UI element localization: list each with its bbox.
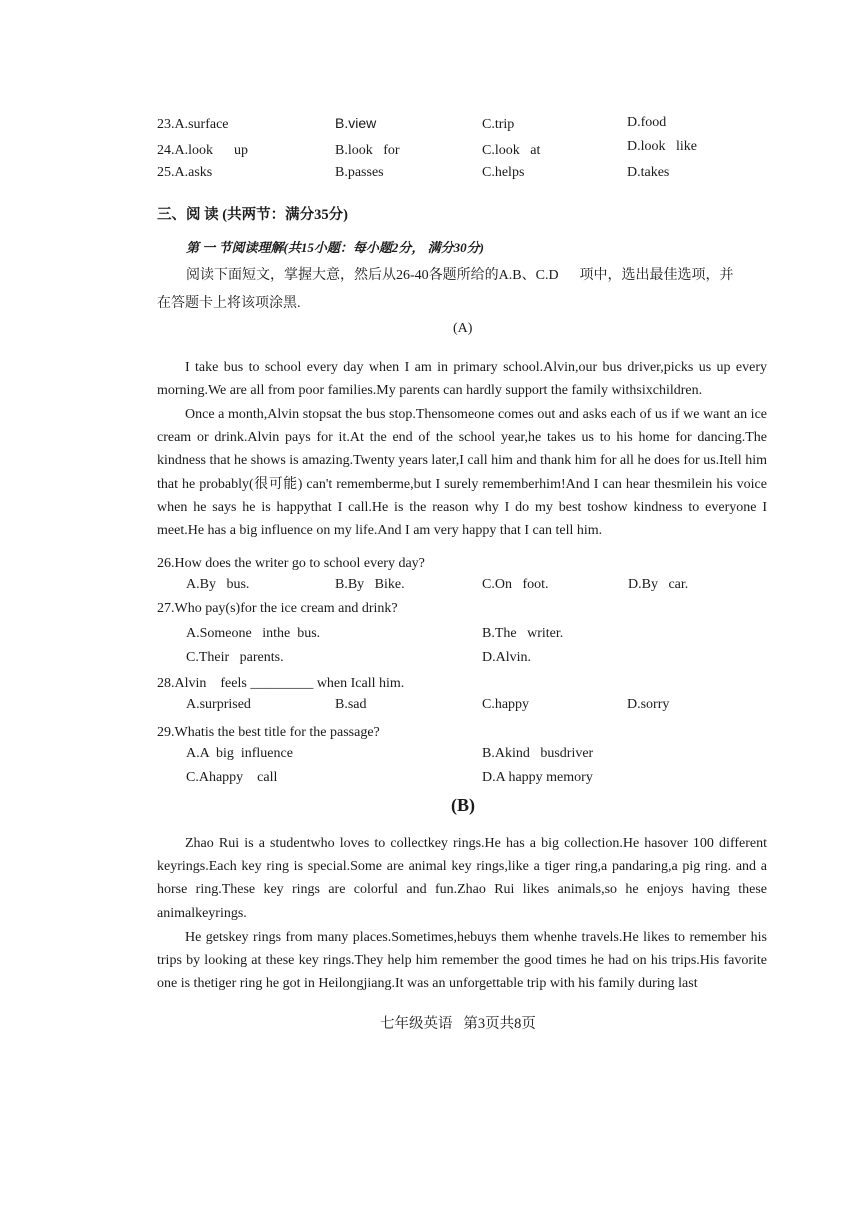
q27-option-d: D.Alvin. (482, 650, 531, 665)
q26-option-d: D.By car. (628, 577, 689, 592)
q27-stem: 27.Who pay(s)for the ice cream and drink? (157, 601, 398, 616)
passage-b-label: (B) (451, 795, 475, 815)
q25-option-b: B.passes (335, 165, 384, 180)
passage-a-label: (A) (453, 321, 473, 336)
passage-a-paragraph-2: Once a month,Alvin stopsat the bus stop.Thensomeone comes out and asks each of us if we want an ice cream or drink.Alvin pays for it.At the end of the school year,he takes us to his home for dancing.The kindness that he shows is amazing.Twenty years later,I call him and thank him for all he does for us.Itell him that he probably(很可能) can't rememberme,but I surely rememberhim!And I can hear thesmilein his voice when he says he is happythat I call.He is the reason why I do my best toshow kindness to everyone I meet.He has a big influence on my life.And I am very happy that I can tell him. (157, 407, 767, 539)
q28-option-b: B.sad (335, 697, 367, 712)
page-footer: 七年级英语 第3页共8页 (380, 1016, 536, 1032)
q28-option-c: C.happy (482, 697, 530, 712)
q24-option-b: B.look for (335, 143, 400, 158)
q29-option-d: D.A happy memory (482, 770, 593, 785)
part-title: 第 一 节阅读理解(共15小题：每小题2分， 满分30分) (186, 240, 484, 255)
q25-option-d: D.takes (627, 165, 670, 180)
q29-option-b: B.Akind busdriver (482, 746, 594, 761)
q24-option-d: D.look like (627, 139, 697, 154)
q23-option-b: B.view (335, 115, 377, 131)
passage-a-paragraph-1: I take bus to school every day when I am in primary school.Alvin,our bus driver,picks us up every morning.We are all from poor families.My parents can hardly support the family withsixchildren. (157, 360, 767, 399)
q24-option-a: 24.A.look up (157, 143, 248, 158)
section-title: 三、阅 读 (共两节：满分35分) (157, 207, 348, 223)
q23-option-a: 23.A.surface (157, 117, 229, 132)
q23-option-d: D.food (627, 115, 667, 130)
q25-option-c: C.helps (482, 165, 525, 180)
q26-option-a: A.By bus. (186, 577, 250, 592)
q29-stem: 29.Whatis the best title for the passage? (157, 725, 380, 740)
instruction-line-1: 阅读下面短文，掌握大意，然后从26-40各题所给的A.B、C.D 项中，选出最佳选项，并 (186, 268, 734, 283)
q26-stem: 26.How does the writer go to school every day? (157, 556, 425, 571)
instruction-line-2: 在答题卡上将该项涂黑. (157, 296, 301, 311)
q28-option-d: D.sorry (627, 697, 670, 712)
q27-option-b: B.The writer. (482, 626, 564, 641)
q26-option-b: B.By Bike. (335, 577, 405, 592)
q29-option-a: A.A big influence (186, 746, 293, 761)
q28-stem: 28.Alvin feels _________ when Icall him. (157, 676, 405, 691)
passage-b-paragraph-2: He getskey rings from many places.Sometimes,hebuys them whenhe travels.He likes to remember his trips by looking at these key rings.They help him remember the good times he had on his trips.His favorite one is thetiger ring he got in Heilongjiang.It was an unforgettable trip with his family during last (157, 930, 767, 992)
q29-option-c: C.Ahappy call (186, 770, 278, 785)
q27-option-a: A.Someone inthe bus. (186, 626, 321, 641)
passage-b-paragraph-1: Zhao Rui is a studentwho loves to collectkey rings.He has a big collection.He hasover 100 different keyrings.Each key ring is special.Some are animal key rings,like a tiger ring,a pandaring,a pig ring. and a horse ring.These key rings are colorful and fun.Zhao Rui likes animals,so he enjoys having these animalkeyrings. (157, 836, 767, 921)
q23-option-c: C.trip (482, 117, 515, 132)
q25-option-a: 25.A.asks (157, 165, 213, 180)
q28-option-a: A.surprised (186, 697, 251, 712)
q26-option-c: C.On foot. (482, 577, 549, 592)
q27-option-c: C.Their parents. (186, 650, 284, 665)
q24-option-c: C.look at (482, 143, 541, 158)
